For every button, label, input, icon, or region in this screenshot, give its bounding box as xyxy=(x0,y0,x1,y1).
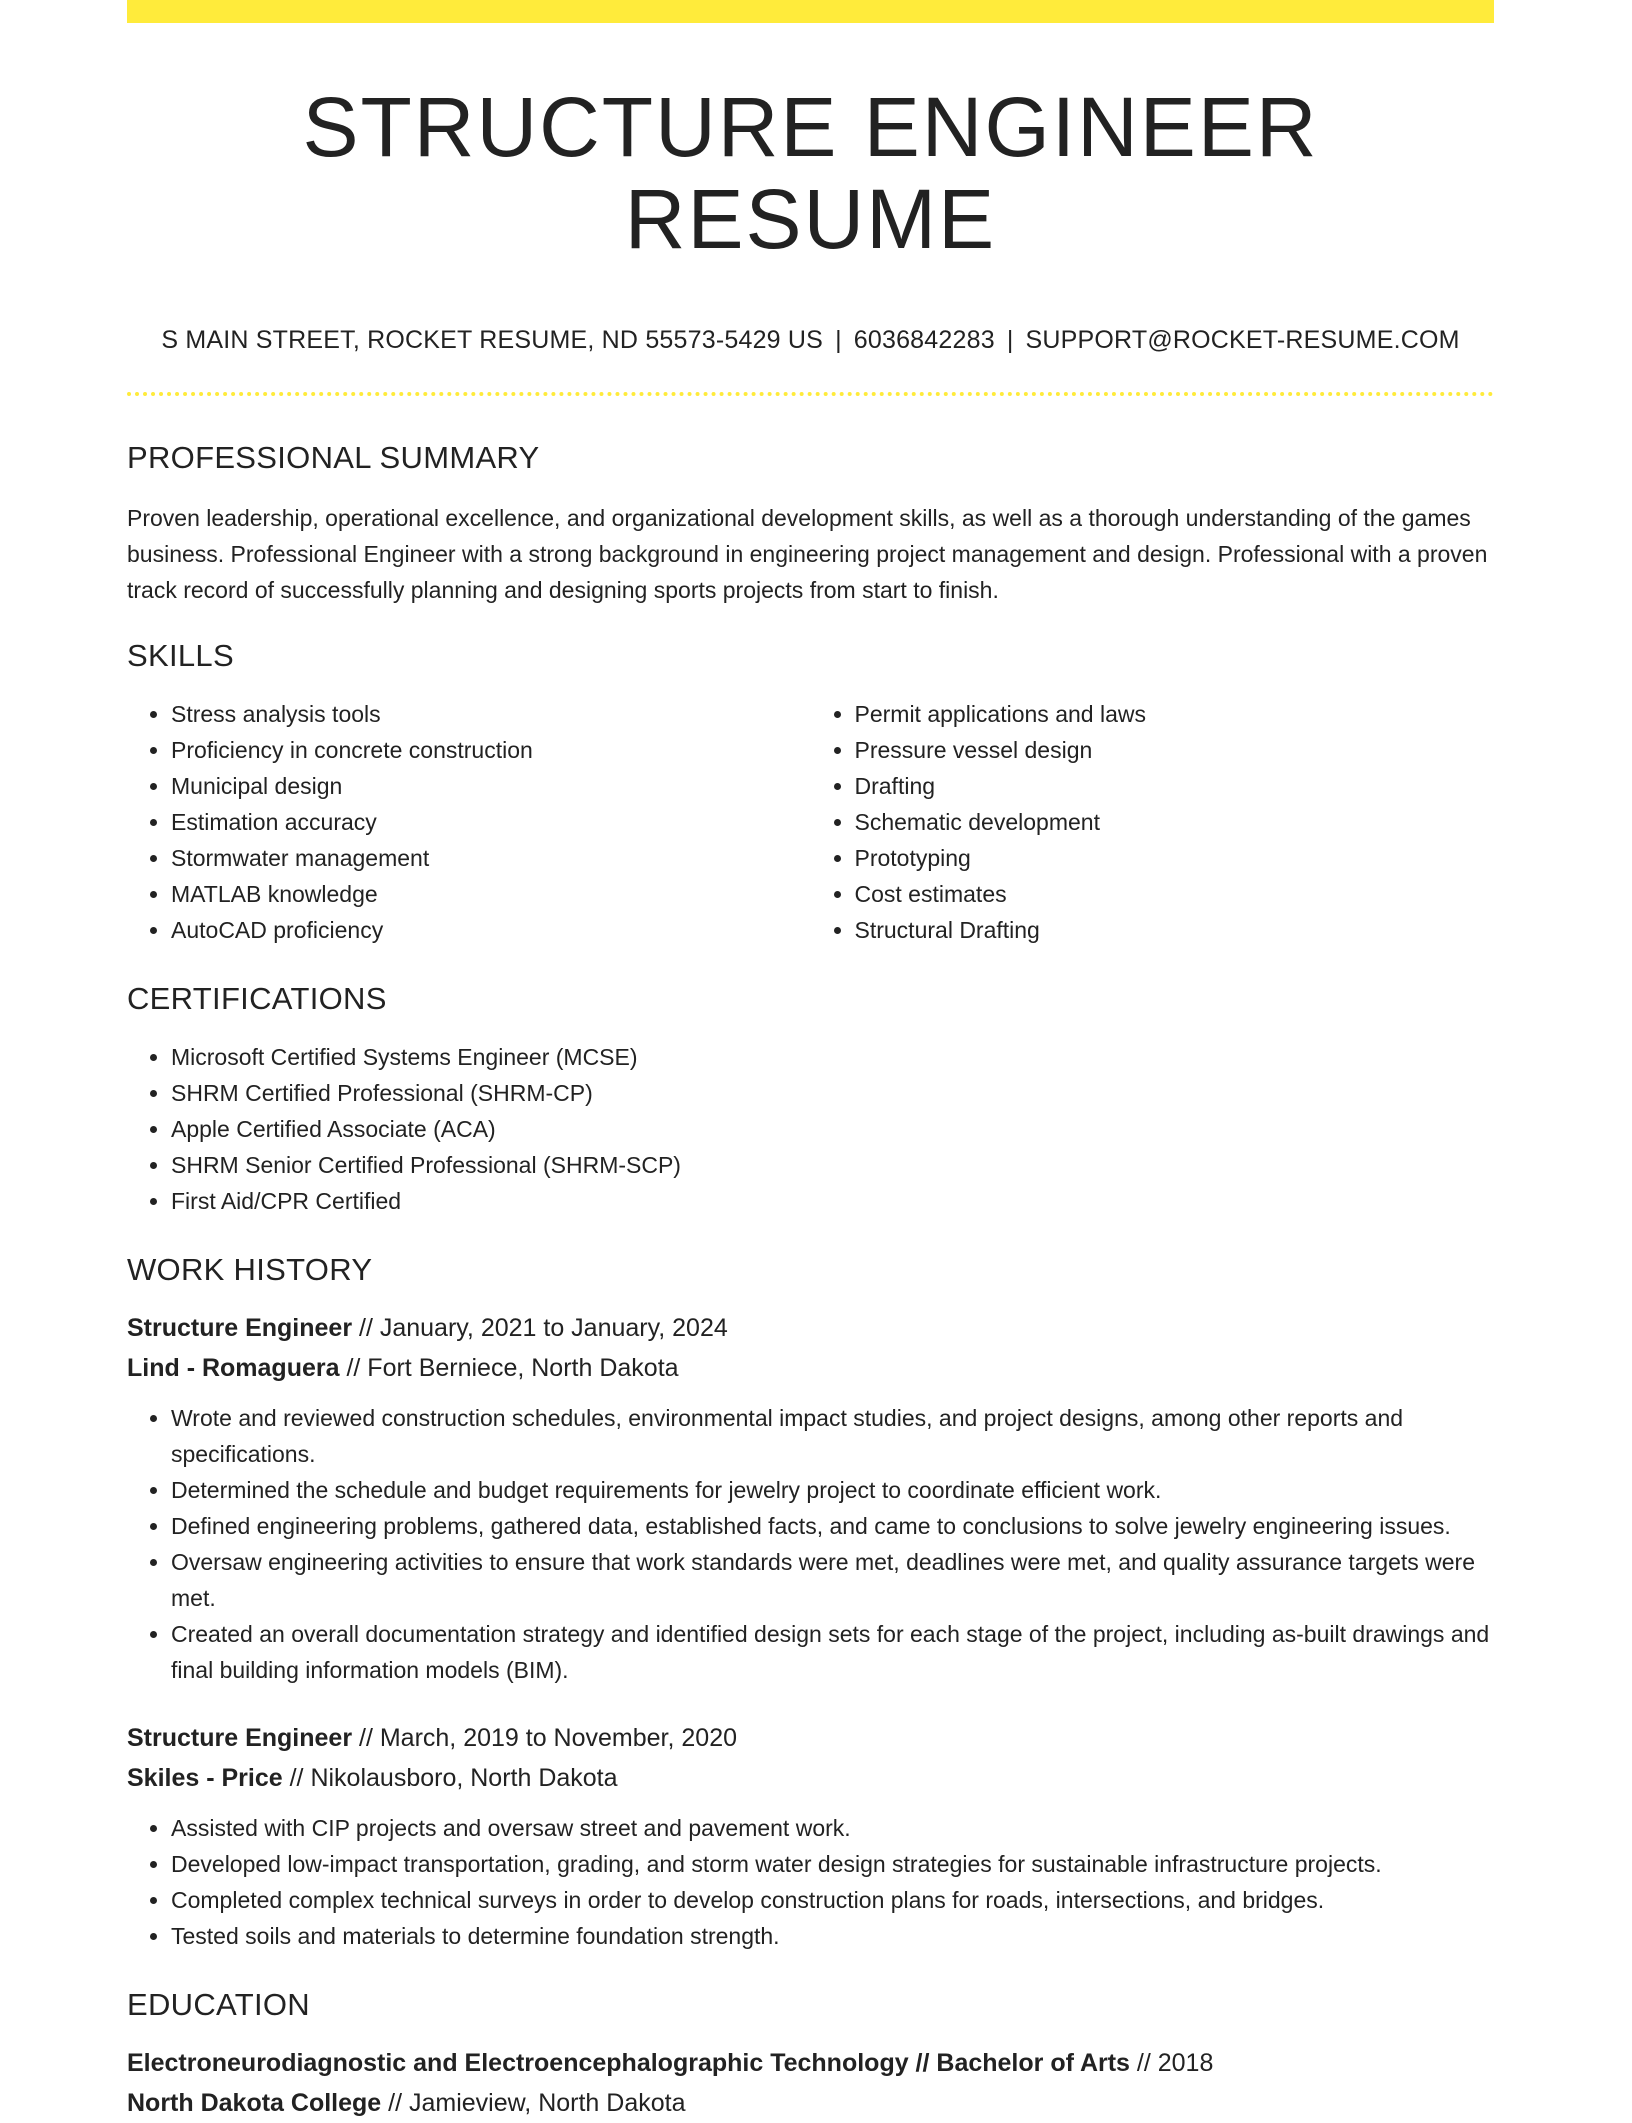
skill-item: • Permit applications and laws xyxy=(855,696,1495,732)
certification-item: • SHRM Certified Professional (SHRM-CP) xyxy=(171,1075,1494,1111)
certification-item: • Apple Certified Associate (ACA) xyxy=(171,1111,1494,1147)
job-company: Lind - Romaguera xyxy=(127,1353,340,1382)
job-entry xyxy=(127,1718,1494,1954)
work-history-heading: WORK HISTORY xyxy=(127,1251,373,1287)
job-bullet: • Wrote and reviewed construction schedules, environmental impact studies, and project designs, among other reports and specifications. xyxy=(171,1400,1494,1472)
skills-list-left xyxy=(127,696,811,948)
skill-item: • MATLAB knowledge xyxy=(171,876,811,912)
skill-item: • Municipal design xyxy=(171,768,811,804)
job-dates: // March, 2019 to November, 2020 xyxy=(352,1723,737,1752)
job-title-line xyxy=(127,1718,1494,1758)
education-year: // 2018 xyxy=(1129,2048,1214,2077)
job-company: Skiles - Price xyxy=(127,1763,283,1792)
skill-item: • Drafting xyxy=(855,768,1495,804)
skill-item: • Proficiency in concrete construction xyxy=(171,732,811,768)
education-heading: EDUCATION xyxy=(127,1986,310,2022)
skills-heading: SKILLS xyxy=(127,637,234,673)
certifications-heading: CERTIFICATIONS xyxy=(127,980,387,1016)
job-location: // Nikolausboro, North Dakota xyxy=(282,1763,618,1792)
top-accent-bar xyxy=(127,0,1494,23)
contact-email: SUPPORT@ROCKET-RESUME.COM xyxy=(1025,325,1460,354)
certifications-list xyxy=(127,1039,1494,1219)
job-bullet: • Determined the schedule and budget requirements for jewelry project to coordinate efficient work. xyxy=(171,1472,1494,1508)
job-bullet: • Assisted with CIP projects and oversaw street and pavement work. xyxy=(171,1810,1494,1846)
resume-title: STRUCTURE ENGINEER RESUME xyxy=(302,80,1319,267)
contact-phone: 6036842283 xyxy=(853,325,995,354)
contact-line xyxy=(127,326,1494,355)
skill-item: • Cost estimates xyxy=(855,876,1495,912)
skill-item: • Pressure vessel design xyxy=(855,732,1495,768)
job-bullet: • Created an overall documentation strategy and identified design sets for each stage of the project, including as-built drawings and final building information models (BIM). xyxy=(171,1616,1494,1688)
summary-heading: PROFESSIONAL SUMMARY xyxy=(127,439,540,475)
summary-text: Proven leadership, operational excellence, and organizational development skills, as well as a thorough understanding of the games business. Professional Engineer with a strong background in engineering project management and design. Professional with a proven track record of successfully planning and designing sports projects from start to finish. xyxy=(127,504,1488,603)
education-entry xyxy=(127,2043,1494,2123)
certification-item: • First Aid/CPR Certified xyxy=(171,1183,1494,1219)
job-dates: // January, 2021 to January, 2024 xyxy=(352,1313,728,1342)
skills-columns xyxy=(127,696,1494,948)
job-entry xyxy=(127,1308,1494,1688)
job-title: Structure Engineer xyxy=(127,1313,353,1342)
job-bullet: • Developed low-impact transportation, grading, and storm water design strategies for sustainable infrastructure projects. xyxy=(171,1846,1494,1882)
education-location: // Jamieview, North Dakota xyxy=(381,2088,686,2117)
job-title-line xyxy=(127,1308,1494,1348)
job-bullet: • Oversaw engineering activities to ensure that work standards were met, deadlines were met, and quality assurance targets were met. xyxy=(171,1544,1494,1616)
skill-item: • Estimation accuracy xyxy=(171,804,811,840)
skill-item: • Prototyping xyxy=(855,840,1495,876)
job-location: // Fort Berniece, North Dakota xyxy=(339,1353,679,1382)
skill-item: • Stress analysis tools xyxy=(171,696,811,732)
header-divider xyxy=(127,392,1494,396)
skills-list-right xyxy=(811,696,1495,948)
job-bullet: • Defined engineering problems, gathered data, established facts, and came to conclusions to solve jewelry engineering issues. xyxy=(171,1508,1494,1544)
certification-item: • Microsoft Certified Systems Engineer (MCSE) xyxy=(171,1039,1494,1075)
job-title: Structure Engineer xyxy=(127,1723,353,1752)
education-school-line xyxy=(127,2083,1494,2123)
skill-item: • Stormwater management xyxy=(171,840,811,876)
skill-item: • Schematic development xyxy=(855,804,1495,840)
job-bullet: • Completed complex technical surveys in order to develop construction plans for roads, intersections, and bridges. xyxy=(171,1882,1494,1918)
contact-address: S MAIN STREET, ROCKET RESUME, ND 55573-5429 US xyxy=(161,325,824,354)
resume-page xyxy=(127,0,1494,2123)
education-degree: Electroneurodiagnostic and Electroencephalographic Technology // Bachelor of Arts xyxy=(127,2048,1130,2077)
job-bullet: • Tested soils and materials to determine foundation strength. xyxy=(171,1918,1494,1954)
skill-item: • AutoCAD proficiency xyxy=(171,912,811,948)
education-school: North Dakota College xyxy=(127,2088,382,2117)
education-degree-line xyxy=(127,2043,1494,2083)
job-company-line xyxy=(127,1348,1494,1388)
contact-separator: | xyxy=(835,325,842,354)
job-bullets xyxy=(127,1810,1494,1954)
contact-separator: | xyxy=(1006,325,1014,354)
job-bullets xyxy=(127,1400,1494,1688)
certification-item: • SHRM Senior Certified Professional (SHRM-SCP) xyxy=(171,1147,1494,1183)
job-company-line xyxy=(127,1758,1494,1798)
skill-item: • Structural Drafting xyxy=(855,912,1495,948)
